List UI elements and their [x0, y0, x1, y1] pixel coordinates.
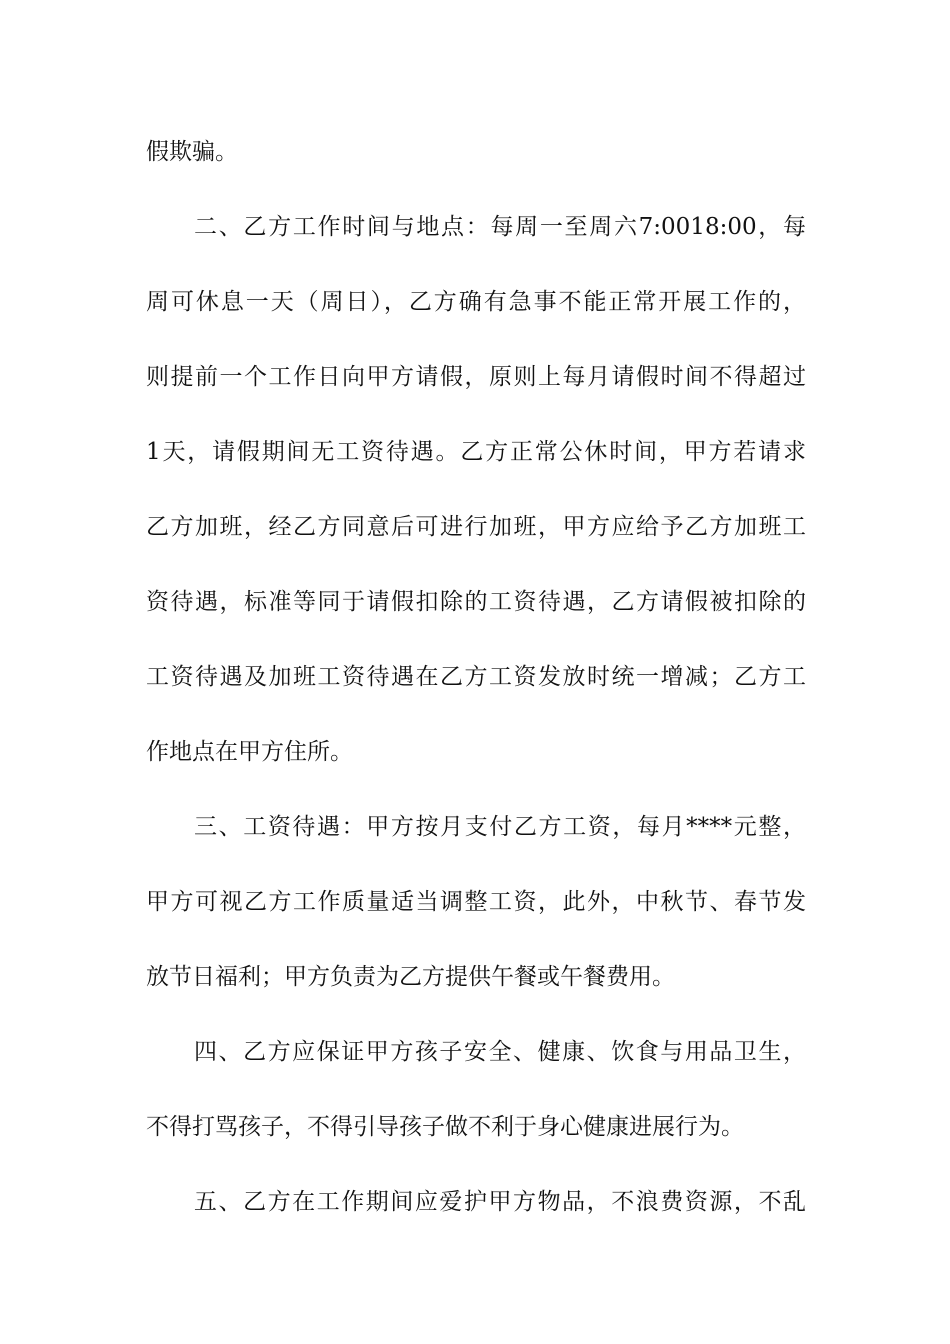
text-line: 1天，请假期间无工资待遇。乙方正常公休时间，甲方若请求 — [146, 439, 806, 465]
text-line: 工资待遇及加班工资待遇在乙方工资发放时统一增减；乙方工 — [146, 664, 806, 690]
text-line: 资待遇，标准等同于请假扣除的工资待遇，乙方请假被扣除的 — [146, 589, 806, 615]
text-line: 作地点在甲方住所。 — [146, 739, 353, 765]
text-line: 甲方可视乙方工作质量适当调整工资，此外，中秋节、春节发 — [146, 889, 806, 915]
text-line: 不得打骂孩子，不得引导孩子做不利于身心健康进展行为。 — [146, 1114, 744, 1140]
text-line: 放节日福利；甲方负责为乙方提供午餐或午餐费用。 — [146, 964, 675, 990]
text-line: 则提前一个工作日向甲方请假，原则上每月请假时间不得超过 — [146, 364, 806, 390]
text-line: 乙方加班，经乙方同意后可进行加班，甲方应给予乙方加班工 — [146, 514, 806, 540]
section-three-heading-line: 三、工资待遇：甲方按月支付乙方工资，每月****元整， — [194, 814, 806, 840]
section-two-heading-line: 二、乙方工作时间与地点：每周一至周六7:0018:00，每 — [194, 214, 806, 240]
section-four-heading-line: 四、乙方应保证甲方孩子安全、健康、饮食与用品卫生， — [194, 1039, 806, 1065]
section-five-heading-line: 五、乙方在工作期间应爱护甲方物品，不浪费资源，不乱 — [194, 1189, 806, 1215]
text-line: 周可休息一天（周日），乙方确有急事不能正常开展工作的， — [146, 289, 806, 315]
text-line: 假欺骗。 — [146, 139, 238, 165]
